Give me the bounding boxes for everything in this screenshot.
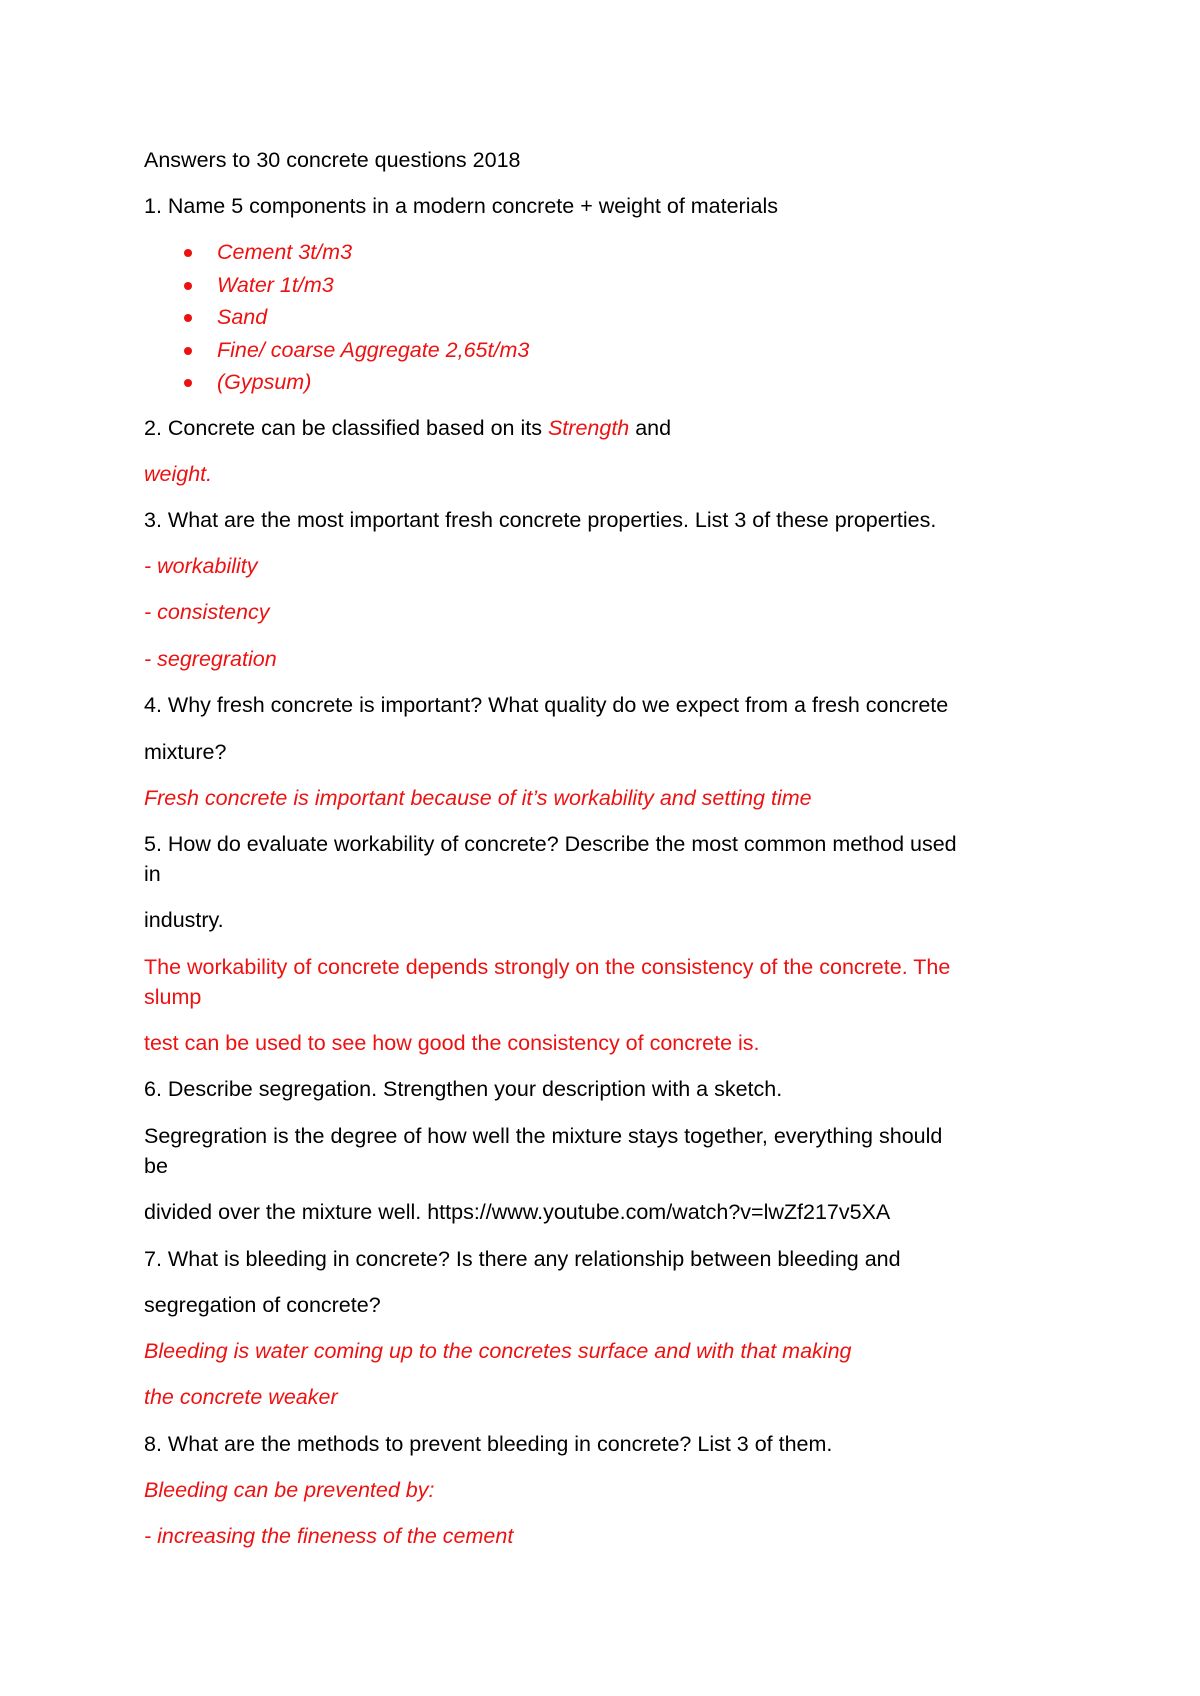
q5-answer-line-1: The workability of concrete depends strongly on the consistency of the concrete. The (144, 955, 951, 979)
q7-answer-line-2: the concrete weaker (144, 1385, 338, 1409)
bullet-icon (184, 249, 192, 257)
bullet-icon (184, 314, 192, 322)
question-2 (144, 414, 671, 442)
question-7-line-2: segregation of concrete? (144, 1293, 381, 1317)
document-title: Answers to 30 concrete questions 2018 (144, 148, 521, 172)
list-item (184, 336, 529, 369)
q2-answer-strength: Strength (547, 416, 630, 440)
question-5-line-1: 5. How do evaluate workability of concrete? Describe the most common method used (144, 832, 957, 856)
list-item-text: (Gypsum) (217, 370, 312, 394)
q5-answer-line-3: test can be used to see how good the consistency of concrete is. (144, 1031, 760, 1055)
q4-answer: Fresh concrete is important because of it’s workability and setting time (144, 786, 812, 810)
question-5-line-2: in (144, 862, 161, 886)
list-item-text: Cement 3t/m3 (217, 240, 353, 264)
list-item (184, 271, 529, 304)
question-4-line-1: 4. Why fresh concrete is important? What quality do we expect from a fresh concrete (144, 693, 949, 717)
q8-answer-line-1: Bleeding can be prevented by: (144, 1478, 435, 1502)
q2-prefix: 2. Concrete can be classified based on its (144, 416, 548, 440)
q6-answer-line-3: divided over the mixture well. https://www.youtube.com/watch?v=lwZf217v5XA (144, 1200, 891, 1224)
bullet-icon (184, 282, 192, 290)
question-3: 3. What are the most important fresh concrete properties. List 3 of these properties. (144, 508, 937, 532)
question-6: 6. Describe segregation. Strengthen your description with a sketch. (144, 1077, 783, 1101)
question-1: 1. Name 5 components in a modern concrete + weight of materials (144, 194, 778, 218)
question-7-line-1: 7. What is bleeding in concrete? Is there any relationship between bleeding and (144, 1247, 901, 1271)
q5-answer-line-2: slump (144, 985, 202, 1009)
list-item (184, 303, 529, 336)
q6-answer-line-2: be (144, 1154, 168, 1178)
list-item-text: Sand (217, 305, 268, 329)
q1-answer-list (184, 238, 529, 401)
list-item-text: Fine/ coarse Aggregate 2,65t/m3 (217, 337, 530, 362)
question-5-line-3: industry. (144, 908, 224, 932)
bullet-icon (184, 347, 192, 355)
list-item (184, 368, 529, 401)
list-item (184, 238, 529, 271)
q2-answer-weight: weight. (144, 462, 213, 486)
q6-answer-line-1: Segregration is the degree of how well the mixture stays together, everything should (144, 1124, 943, 1148)
bullet-icon (184, 379, 192, 387)
q8-answer-line-2: - increasing the fineness of the cement (144, 1524, 514, 1548)
question-8: 8. What are the methods to prevent bleeding in concrete? List 3 of them. (144, 1432, 833, 1456)
q3-answer-3: - segregration (144, 647, 277, 671)
q2-mid: and (629, 416, 672, 440)
q3-answer-1: - workability (144, 554, 258, 578)
q3-answer-2: - consistency (144, 600, 270, 624)
question-4-line-2: mixture? (144, 740, 227, 764)
q7-answer-line-1: Bleeding is water coming up to the concretes surface and with that making (144, 1339, 852, 1363)
list-item-text: Water 1t/m3 (217, 272, 334, 297)
